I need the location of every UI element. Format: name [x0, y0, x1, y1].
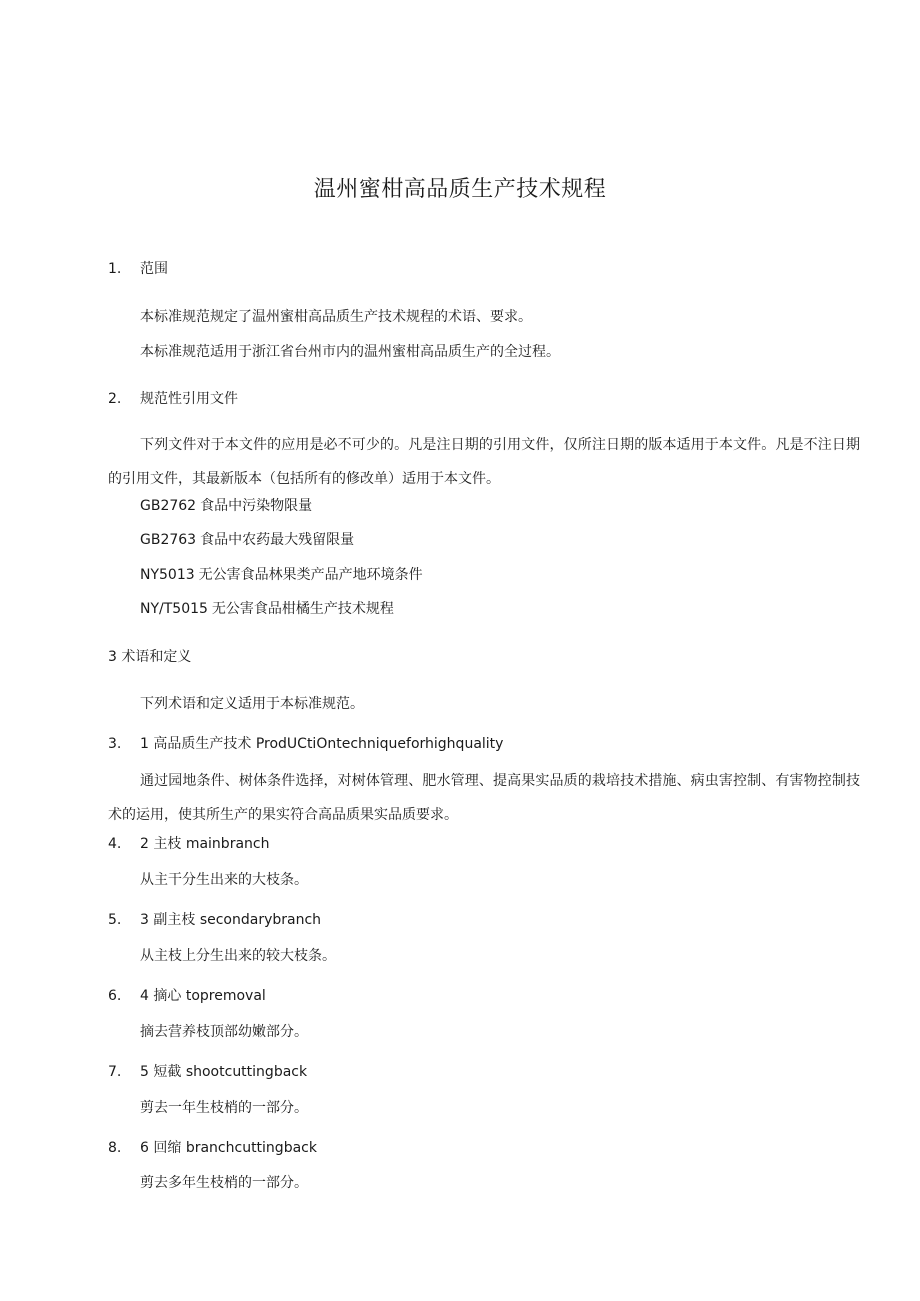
term-english: ProdUCtiOntechniqueforhighquality — [255, 736, 504, 752]
term-definition: 从主枝上分生出来的较大枝条。 — [140, 948, 336, 964]
term-chinese: 回缩 — [153, 1140, 182, 1156]
term-chinese: 主枝 — [153, 836, 182, 852]
reference-code: NY/T5015 — [140, 601, 208, 617]
reference-title: 食品中污染物限量 — [200, 498, 313, 514]
term-index: 6 — [140, 1140, 149, 1156]
reference-item — [140, 496, 312, 516]
reference-code: GB2762 — [140, 498, 197, 514]
reference-item — [140, 530, 354, 550]
term-list-number: 7. — [108, 1064, 122, 1080]
section-3-heading-line — [108, 647, 191, 667]
term-list-number: 5. — [108, 912, 122, 928]
term-list-number: 6. — [108, 988, 122, 1004]
term-list-number: 8. — [108, 1140, 122, 1156]
section-1-heading: 范围 — [140, 261, 168, 277]
term-definition: 从主干分生出来的大枝条。 — [140, 872, 308, 888]
term-english: shootcuttingback — [185, 1064, 308, 1080]
term-english: branchcuttingback — [185, 1140, 317, 1156]
term-list-number: 3. — [108, 736, 122, 752]
term-chinese: 高品质生产技术 — [153, 736, 252, 752]
term-heading — [140, 1138, 317, 1158]
term-heading — [140, 834, 269, 854]
term-index: 1 — [140, 736, 149, 752]
terms-intro-paragraph: 下列术语和定义适用于本标准规范。 — [140, 696, 364, 712]
reference-title: 无公害食品柑橘生产技术规程 — [211, 601, 394, 617]
term-english: secondarybranch — [199, 912, 322, 928]
term-heading — [140, 734, 503, 754]
term-definition: 剪去一年生枝梢的一部分。 — [140, 1100, 308, 1116]
term-definition: 摘去营养枝顶部幼嫩部分。 — [140, 1024, 308, 1040]
reference-code: NY5013 — [140, 567, 195, 583]
section-3-heading: 术语和定义 — [121, 649, 192, 665]
term-chinese: 摘心 — [153, 988, 182, 1004]
normative-refs-paragraph: 下列文件对于本文件的应用是必不可少的。凡是注日期的引用文件，仅所注日期的版本适用于本文件。凡是不注日期的引用文件，其最新版本（包括所有的修改单）适用于本文件。 — [108, 437, 860, 487]
scope-paragraph-2: 本标准规范适用于浙江省台州市内的温州蜜柑高品质生产的全过程。 — [140, 344, 560, 360]
reference-item — [140, 599, 394, 619]
scope-paragraph-1: 本标准规范规定了温州蜜柑高品质生产技术规程的术语、要求。 — [140, 309, 532, 325]
term-index: 2 — [140, 836, 149, 852]
term-english: mainbranch — [185, 836, 270, 852]
term-list-number: 4. — [108, 836, 122, 852]
term-heading — [140, 986, 266, 1006]
term-index: 5 — [140, 1064, 149, 1080]
reference-title: 无公害食品林果类产品产地环境条件 — [198, 567, 423, 583]
section-3-number: 3 — [108, 649, 117, 665]
reference-title: 食品中农药最大残留限量 — [200, 532, 355, 548]
term-index: 4 — [140, 988, 149, 1004]
section-2-heading: 规范性引用文件 — [140, 391, 238, 407]
term-heading — [140, 1062, 307, 1082]
term-definition: 剪去多年生枝梢的一部分。 — [140, 1175, 308, 1191]
term-definition: 通过园地条件、树体条件选择，对树体管理、肥水管理、提高果实品质的栽培技术措施、病虫害控制、有害物控制技术的运用，使其所生产的果实符合高品质果实品质要求。 — [108, 773, 860, 823]
reference-item — [140, 565, 423, 585]
term-chinese: 短截 — [153, 1064, 182, 1080]
term-heading — [140, 910, 321, 930]
document-title: 温州蜜柑高品质生产技术规程 — [313, 177, 607, 202]
section-1-number: 1. — [108, 261, 122, 277]
reference-code: GB2763 — [140, 532, 197, 548]
term-index: 3 — [140, 912, 149, 928]
term-chinese: 副主枝 — [153, 912, 196, 928]
section-2-number: 2. — [108, 391, 122, 407]
term-english: topremoval — [185, 988, 266, 1004]
